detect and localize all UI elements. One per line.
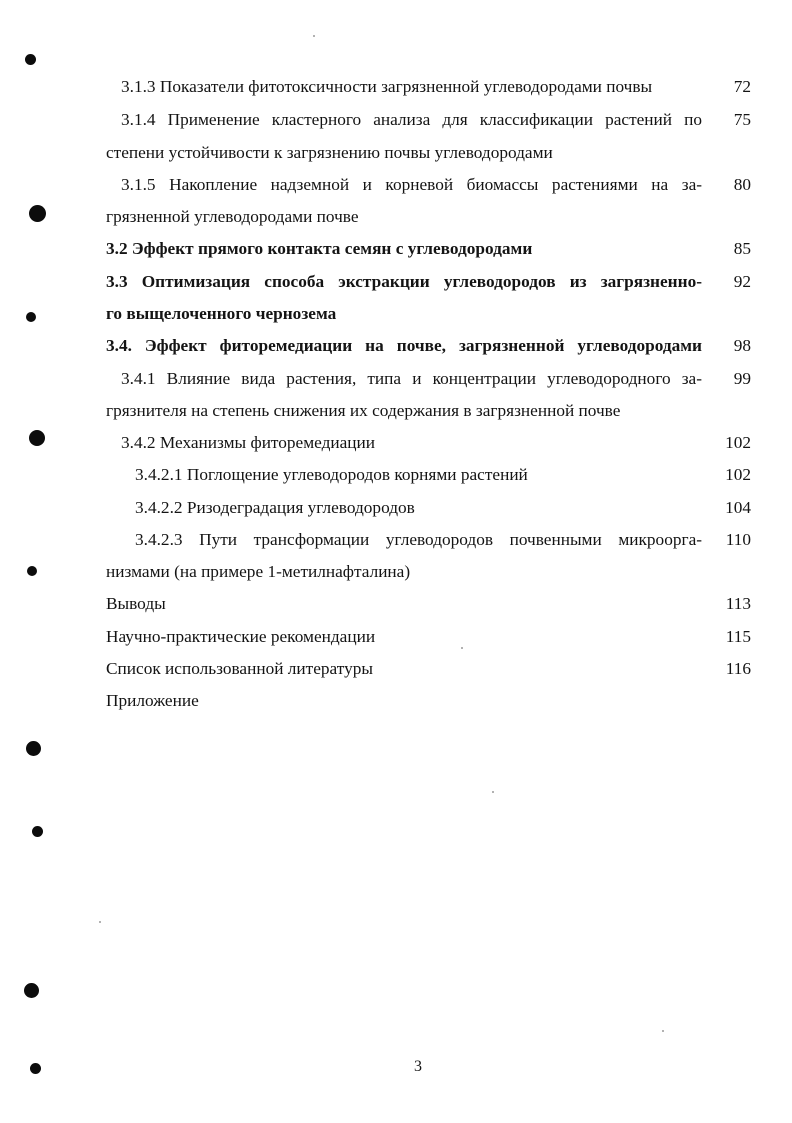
toc-entry-label: 3.2 Эффект прямого контакта семян с углеводородами bbox=[106, 239, 533, 258]
toc-entry-label: 3.4.1 Влияние вида растения, типа и концентрации углеводородного за- bbox=[121, 369, 702, 388]
scan-speck bbox=[99, 921, 101, 923]
toc-entry-label: Научно-практические рекомендации bbox=[106, 627, 376, 646]
toc-entry-label: 3.1.5 Накопление надземной и корневой биомассы растениями на за- bbox=[121, 175, 702, 194]
toc-entry-label: 3.3 Оптимизация способа экстракции углеводородов из загрязненно- bbox=[106, 272, 702, 291]
toc-entry-page: 116 bbox=[725, 659, 751, 678]
toc-entry-page: 75 bbox=[733, 110, 751, 129]
toc-entry-page: 110 bbox=[725, 530, 751, 549]
toc-entry-label-continued: го выщелоченного чернозема bbox=[106, 304, 337, 323]
toc-entry-label-continued: степени устойчивости к загрязнению почвы углеводородами bbox=[106, 143, 553, 162]
toc-entry-page: 72 bbox=[733, 77, 751, 96]
toc-entry-page: 80 bbox=[733, 175, 751, 194]
punch-hole bbox=[26, 741, 41, 756]
toc-entry-page: 92 bbox=[733, 272, 751, 291]
scan-speck bbox=[662, 1030, 664, 1032]
toc-entry-label-continued: грязнителя на степень снижения их содержания в загрязненной почве bbox=[106, 401, 621, 420]
toc-entry-label: 3.4.2 Механизмы фиторемедиации bbox=[121, 433, 376, 452]
toc-entry-page: 99 bbox=[733, 369, 751, 388]
toc-entry-page: 98 bbox=[733, 336, 751, 355]
scan-speck bbox=[492, 791, 494, 793]
toc-entry-label: 3.4.2.1 Поглощение углеводородов корнями растений bbox=[135, 465, 528, 484]
toc-entry-page: 102 bbox=[725, 433, 751, 452]
punch-hole bbox=[30, 1063, 41, 1074]
toc-entry-label-continued: низмами (на примере 1-метилнафталина) bbox=[106, 562, 411, 581]
toc-entry-label: 3.4.2.2 Ризодеградация углеводородов bbox=[135, 498, 415, 517]
toc-entry-label: Приложение bbox=[106, 691, 199, 710]
toc-entry-page: 115 bbox=[725, 627, 751, 646]
toc-entry-label-continued: грязненной углеводородами почве bbox=[106, 207, 359, 226]
toc-entry-page: 113 bbox=[725, 594, 751, 613]
toc-entry-page: 104 bbox=[725, 498, 751, 517]
toc-entry-label: 3.4. Эффект фиторемедиации на почве, загрязненной углеводородами bbox=[106, 336, 702, 355]
page-number: 3 bbox=[414, 1058, 422, 1075]
toc-entry-label: 3.1.4 Применение кластерного анализа для классификации растений по bbox=[121, 110, 702, 129]
punch-hole bbox=[32, 826, 43, 837]
toc-entry-label: Список использованной литературы bbox=[106, 659, 373, 678]
toc-entry-page: 102 bbox=[725, 465, 751, 484]
punch-hole bbox=[24, 983, 39, 998]
toc-entry-label: Выводы bbox=[106, 594, 166, 613]
toc-entry-page: 85 bbox=[733, 239, 751, 258]
toc-entry-label: 3.4.2.3 Пути трансформации углеводородов почвенными микроорга- bbox=[135, 530, 702, 549]
toc-entry-label: 3.1.3 Показатели фитотоксичности загрязненной углеводородами почвы bbox=[121, 77, 653, 96]
